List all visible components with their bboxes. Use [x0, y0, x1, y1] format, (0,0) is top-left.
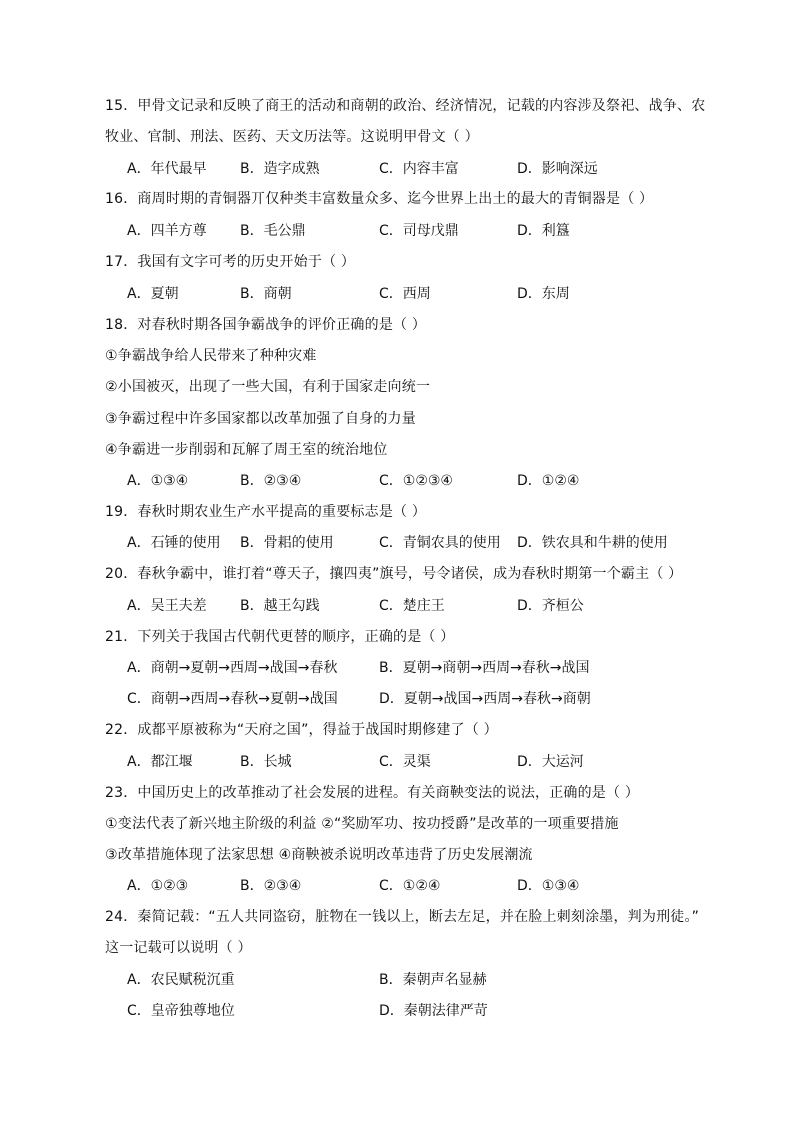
question-24-option-c: C．皇帝独尊地位 — [127, 1003, 235, 1019]
question-18-option-d: D．①②④ — [517, 473, 580, 489]
question-18-option-b: B．②③④ — [240, 473, 302, 489]
question-20-option-a: A．吴王夫差 — [127, 598, 207, 614]
question-23-option-c: C．①②④ — [379, 878, 441, 894]
question-17-option-d: D．东周 — [517, 286, 570, 302]
question-19-option-b: B．骨耜的使用 — [240, 535, 334, 551]
question-15-option-d: D．影响深远 — [517, 161, 598, 177]
question-24-option-b: B．秦朝声名显赫 — [379, 972, 487, 988]
question-21-option-d: D．夏朝→战国→西周→春秋→商朝 — [379, 691, 591, 707]
question-20-option-b: B．越王勾践 — [240, 598, 320, 614]
question-24-stem-line-2: 这一记载可以说明（ ） — [105, 940, 252, 956]
question-22-option-d: D．大运河 — [517, 754, 584, 770]
question-16-option-d: D．利簋 — [517, 223, 570, 239]
question-24-option-d: D．秦朝法律严苛 — [379, 1003, 488, 1019]
question-17-option-c: C．西周 — [379, 286, 431, 302]
question-22-stem: 22．成都平原被称为“天府之国”，得益于战国时期修建了（ ） — [105, 722, 498, 738]
question-24-stem-line-1: 24．秦简记载：“五人共同盗窃，脏物在一钱以上，断去左足，并在脸上刺刻涂墨，判为刑徒。” — [105, 909, 700, 925]
question-24-option-a: A．农民赋税沉重 — [127, 972, 235, 988]
question-22-option-b: B．长城 — [240, 754, 292, 770]
question-18-stem: 18．对春秋时期各国争霸战争的评价正确的是（ ） — [105, 317, 427, 333]
question-21-option-a: A．商朝→夏朝→西周→战国→春秋 — [127, 660, 338, 676]
question-15-stem-line-1: 15．甲骨文记录和反映了商王的活动和商朝的政治、经济情况，记载的内容涉及祭祀、战争、农 — [105, 98, 706, 114]
question-19-stem: 19．春秋时期农业生产水平提高的重要标志是（ ） — [105, 504, 427, 520]
question-17-option-a: A．夏朝 — [127, 286, 179, 302]
question-21-option-b: B．夏朝→商朝→西周→春秋→战国 — [379, 660, 590, 676]
question-16-stem: 16．商周时期的青铜器丌仅种类丰富数量众多、迄今世界上出土的最大的青铜器是（ ） — [105, 191, 654, 207]
question-15-option-b: B．造字成熟 — [240, 161, 320, 177]
question-19-option-c: C．青铜农具的使用 — [379, 535, 501, 551]
question-22-option-a: A．都江堰 — [127, 754, 193, 770]
question-21-stem: 21．下列关于我国古代朝代更替的顺序，正确的是（ ） — [105, 629, 455, 645]
question-16-option-b: B．毛公鼎 — [240, 223, 306, 239]
question-23-option-d: D．①③④ — [517, 878, 580, 894]
question-18-statement-4: ④争霸进一步削弱和瓦解了周王室的统治地位 — [105, 442, 388, 458]
question-18-option-a: A．①③④ — [127, 473, 189, 489]
question-16-option-a: A．四羊方尊 — [127, 223, 207, 239]
question-20-option-c: C．楚庄王 — [379, 598, 445, 614]
question-18-statement-2: ②小国被灭，出现了一些大国，有利于国家走向统一 — [105, 379, 431, 395]
question-15-stem-line-2: 牧业、官制、刑法、医药、天文历法等。这说明甲骨文（ ） — [105, 129, 479, 145]
question-17-option-b: B．商朝 — [240, 286, 292, 302]
question-22-option-c: C．灵渠 — [379, 754, 431, 770]
question-20-stem: 20．春秋争霸中，谁打着“尊天子，攘四夷”旗号，号令诸侯，成为春秋时期第一个霸主（ ） — [105, 566, 683, 582]
question-21-option-c: C．商朝→西周→春秋→夏朝→战国 — [127, 691, 338, 707]
question-18-option-c: C．①②③④ — [379, 473, 453, 489]
question-15-option-c: C．内容丰富 — [379, 161, 459, 177]
question-23-option-a: A．①②③ — [127, 878, 189, 894]
question-18-statement-3: ③争霸过程中许多国家都以改革加强了自身的力量 — [105, 411, 416, 427]
question-23-option-b: B．②③④ — [240, 878, 302, 894]
question-23-statement-1-2: ①变法代表了新兴地主阶级的利益 ②“奖励军功、按功授爵”是改革的一项重要措施 — [105, 816, 619, 832]
question-19-option-a: A．石锤的使用 — [127, 535, 221, 551]
question-18-statement-1: ①争霸战争给人民带来了种种灾难 — [105, 348, 317, 364]
question-19-option-d: D．铁农具和牛耕的使用 — [517, 535, 668, 551]
question-16-option-c: C．司母戊鼎 — [379, 223, 459, 239]
question-17-stem: 17．我国有文字可考的历史开始于（ ） — [105, 254, 356, 270]
question-23-stem: 23．中国历史上的改革推动了社会发展的进程。有关商鞅变法的说法，正确的是（ ） — [105, 785, 640, 801]
question-15-option-a: A．年代最早 — [127, 161, 207, 177]
question-23-statement-3-4: ③改革措施体现了法家思想 ④商鞅被杀说明改革违背了历史发展潮流 — [105, 847, 533, 863]
question-20-option-d: D．齐桓公 — [517, 598, 584, 614]
